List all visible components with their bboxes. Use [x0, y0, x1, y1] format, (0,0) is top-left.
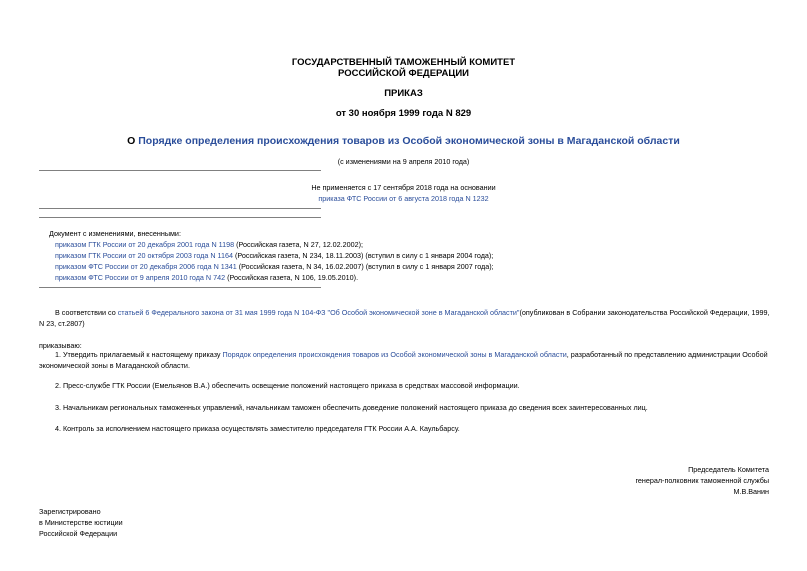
not-applied-link-row — [0, 194, 807, 203]
point-1-link[interactable]: Порядок определения происхождения товаров из Особой экономической зоны в Магаданской области — [222, 350, 567, 359]
registration-line3: Российской Федерации — [39, 529, 118, 538]
org-name-line2: РОССИЙСКОЙ ФЕДЕРАЦИИ — [337, 68, 469, 79]
amendment-details: (Российская газета, N 27, 12.02.2002); — [234, 240, 364, 249]
not-applied-link[interactable]: приказа ФТС России от 6 августа 2018 года N 1232 — [318, 194, 489, 203]
point-2: 2. Пресс-службе ГТК России (Емельянов В.А.) обеспечить освещение положений настоящего приказа в средствах массовой информации. — [55, 381, 520, 390]
amendment-link[interactable]: приказом ГТК России от 20 декабря 2001 года N 1198 — [55, 240, 235, 249]
point-4: 4. Контроль за исполнением настоящего приказа осуществлять заместителю председателя ГТК России А.А. Каульбарсу. — [55, 424, 460, 433]
doc-title-link[interactable]: Порядке определения происхождения товаров из Особой экономической зоны в Магаданской области — [138, 135, 680, 147]
amendments-heading: Документ с изменениями, внесенными: — [49, 229, 181, 238]
amendment-item — [55, 262, 775, 271]
divider — [39, 208, 321, 209]
order-word: приказываю: — [39, 341, 82, 350]
point-3: 3. Начальникам региональных таможенных управлений, начальникам таможен обеспечить доведение положений настоящего приказа до сведения всех заинтересованных лиц. — [55, 403, 648, 412]
amendment-link[interactable]: приказом ГТК России от 20 октября 2003 года N 1164 — [55, 251, 233, 260]
divider — [39, 287, 321, 288]
divider — [39, 217, 321, 218]
amendment-details: (Российская газета, N 34, 16.02.2007) (вступил в силу с 1 января 2007 года); — [236, 262, 494, 271]
doc-date: от 30 ноября 1999 года N 829 — [335, 108, 472, 119]
point-1-prefix: 1. Утвердить прилагаемый к настоящему приказу — [55, 350, 223, 359]
point-1-suffix: , разработанный по представлению администрации Особой экономической зоны в Магаданской области. — [39, 350, 768, 370]
amendment-item — [55, 273, 775, 282]
amendment-details: (Российская газета, N 234, 18.11.2003) (вступил в силу с 1 января 2004 года); — [233, 251, 494, 260]
amendment-link[interactable]: приказом ФТС России от 9 апреля 2010 года N 742 — [55, 273, 226, 282]
signature-name: М.В.Ванин — [733, 487, 769, 496]
amendment-item — [55, 251, 775, 260]
not-applied-text: Не применяется с 17 сентября 2018 года на основании — [311, 183, 496, 192]
divider — [39, 170, 321, 171]
signature-title: Председатель Комитета — [688, 465, 769, 474]
changes-note: (с изменениями на 9 апреля 2010 года) — [337, 157, 470, 166]
doc-title — [0, 135, 807, 148]
preamble-prefix: В соответствии со — [55, 308, 118, 317]
registration-line2: в Министерстве юстиции — [39, 518, 123, 527]
org-name-line1: ГОСУДАРСТВЕННЫЙ ТАМОЖЕННЫЙ КОМИТЕТ — [291, 57, 516, 68]
point-1 — [39, 349, 770, 371]
doc-type: ПРИКАЗ — [384, 88, 423, 99]
preamble — [39, 307, 770, 329]
registration-line1: Зарегистрировано — [39, 507, 101, 516]
amendment-link[interactable]: приказом ФТС России от 20 декабря 2006 года N 1341 — [55, 262, 237, 271]
signature-rank: генерал-полковник таможенной службы — [635, 476, 769, 485]
preamble-law-link[interactable]: статьей 6 Федерального закона от 31 мая 1999 года N 104-ФЗ "Об Особой экономической зоне в Магаданской области" — [117, 308, 520, 317]
doc-title-prefix: О — [127, 135, 139, 147]
preamble-suffix: (опубликован в Собрании законодательства Российской Федерации, 1999, N 23, ст.2807) — [39, 308, 770, 328]
amendment-details: (Российская газета, N 106, 19.05.2010). — [225, 273, 359, 282]
amendment-item — [55, 240, 775, 249]
